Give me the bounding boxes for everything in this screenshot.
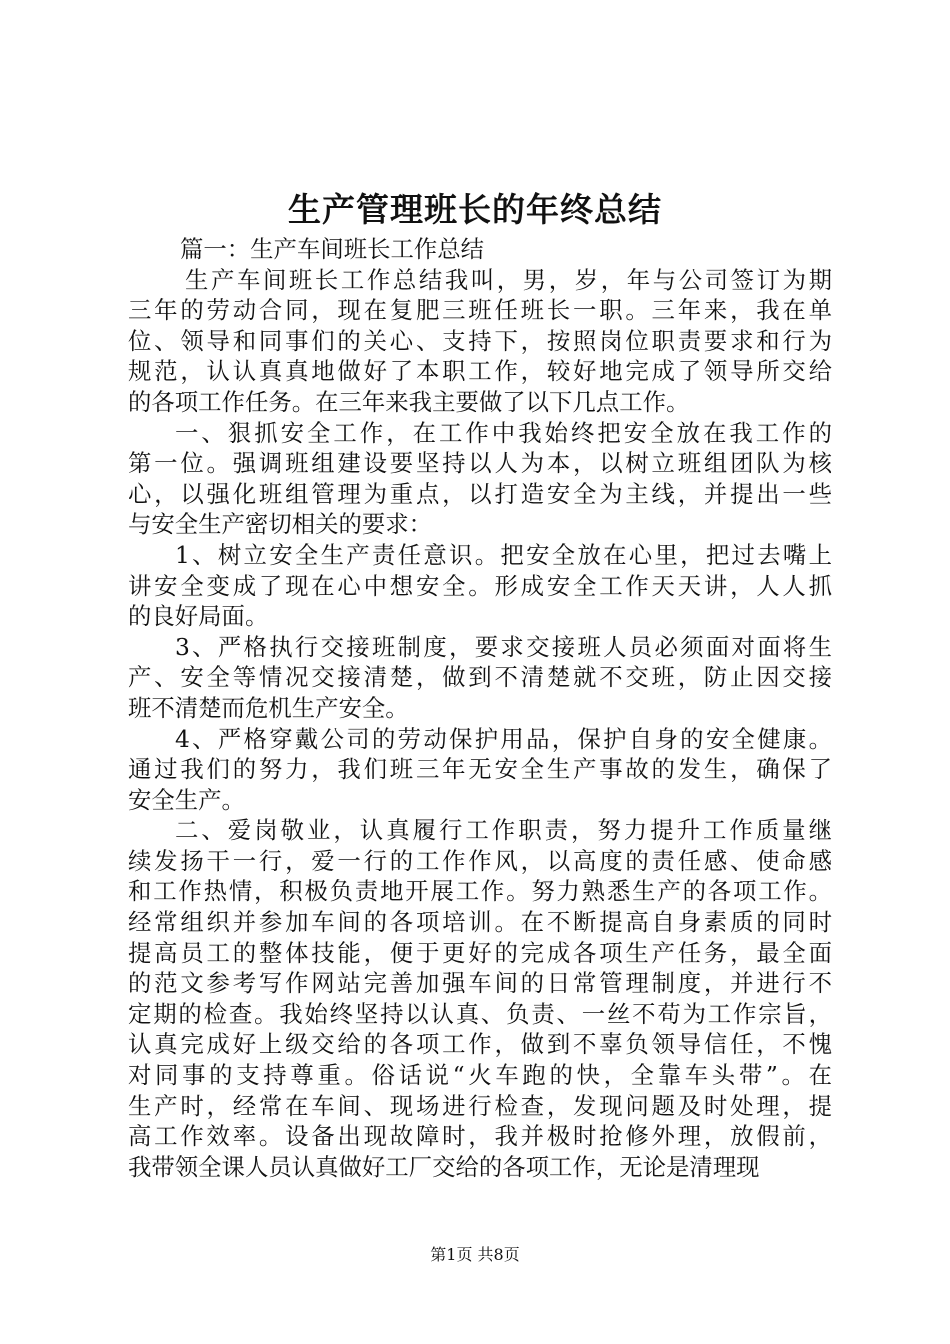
paragraph-line: 产、安全等情况交接清楚，做到不清楚就不交班，防止因交接 bbox=[128, 663, 832, 692]
paragraph-line: 三年的劳动合同，现在复肥三班任班长一职。三年来，我在单 bbox=[128, 296, 832, 325]
paragraph-line: 规范，认认真真地做好了本职工作，较好地完成了领导所交给 bbox=[128, 357, 832, 386]
paragraph-line: 1、树立安全生产责任意识。把安全放在心里，把过去嘴上 bbox=[175, 540, 832, 569]
page-footer: 第1页 共8页 bbox=[430, 1245, 520, 1264]
paragraph-line: 4、严格穿戴公司的劳动保护用品，保护自身的安全健康。 bbox=[175, 724, 832, 753]
paragraph-line: 一、狠抓安全工作，在工作中我始终把安全放在我工作的 bbox=[175, 418, 832, 447]
paragraph-line: 通过我们的努力，我们班三年无安全生产事故的发生，确保了 bbox=[128, 755, 832, 784]
body-paragraph bbox=[128, 418, 832, 540]
document-body bbox=[128, 234, 832, 1182]
document-title: 生产管理班长的年终总结 bbox=[288, 190, 662, 229]
paragraph-line: 第一位。强调班组建设要坚持以人为本，以树立班组团队为核 bbox=[128, 449, 832, 478]
paragraph-line: 对同事的支持尊重。俗话说“火车跑的快，全靠车头带”。在 bbox=[128, 1061, 832, 1090]
paragraph-line: 讲安全变成了现在心中想安全。形成安全工作天天讲，人人抓 bbox=[128, 571, 832, 600]
paragraph-line: 高工作效率。设备出现故障时，我并极时抢修外理，放假前， bbox=[128, 1122, 832, 1151]
paragraph-line: 我带领全课人员认真做好工厂交给的各项工作，无论是清理现 bbox=[128, 1152, 760, 1181]
body-paragraph bbox=[128, 632, 832, 724]
paragraph-line: 认真完成好上级交给的各项工作，做到不辜负领导信任，不愧 bbox=[128, 1030, 832, 1059]
paragraph-line: 心，以强化班组管理为重点，以打造安全为主线，并提出一些 bbox=[128, 479, 832, 508]
body-paragraph bbox=[128, 234, 832, 265]
paragraph-line: 的各项工作任务。在三年来我主要做了以下几点工作。 bbox=[128, 387, 690, 416]
paragraph-line: 经常组织并参加车间的各项培训。在不断提高自身素质的同时 bbox=[128, 908, 832, 937]
paragraph-line: 的范文参考写作网站完善加强车间的日常管理制度，并进行不 bbox=[128, 969, 832, 998]
paragraph-line: 续发扬干一行，爱一行的工作作风，以高度的责任感、使命感 bbox=[128, 846, 832, 875]
paragraph-line: 二、爱岗敬业，认真履行工作职责，努力提升工作质量继 bbox=[175, 816, 832, 845]
paragraph-line: 3、严格执行交接班制度，要求交接班人员必须面对面将生 bbox=[175, 632, 832, 661]
paragraph-line: 生产时，经常在车间、现场进行检查，发现问题及时处理，提 bbox=[128, 1091, 832, 1120]
paragraph-line: 安全生产。 bbox=[128, 785, 245, 814]
paragraph-line: 篇一：生产车间班长工作总结 bbox=[180, 235, 485, 263]
body-paragraph bbox=[128, 265, 832, 418]
paragraph-line: 的良好局面。 bbox=[128, 602, 269, 631]
body-paragraph bbox=[128, 724, 832, 816]
body-paragraph bbox=[128, 540, 832, 632]
paragraph-line: 生产车间班长工作总结我叫，男，岁，年与公司签订为期 bbox=[185, 265, 832, 294]
paragraph-line: 与安全生产密切相关的要求： bbox=[128, 510, 433, 539]
paragraph-line: 班不清楚而危机生产安全。 bbox=[128, 693, 409, 722]
paragraph-line: 和工作热情，积极负责地开展工作。努力熟悉生产的各项工作。 bbox=[128, 877, 832, 906]
paragraph-line: 提高员工的整体技能，便于更好的完成各项生产任务，最全面 bbox=[128, 938, 832, 967]
body-paragraph bbox=[128, 815, 832, 1182]
paragraph-line: 位、领导和同事们的关心、支持下，按照岗位职责要求和行为 bbox=[128, 326, 832, 355]
paragraph-line: 定期的检查。我始终坚持以认真、负责、一丝不苟为工作宗旨， bbox=[128, 999, 832, 1028]
